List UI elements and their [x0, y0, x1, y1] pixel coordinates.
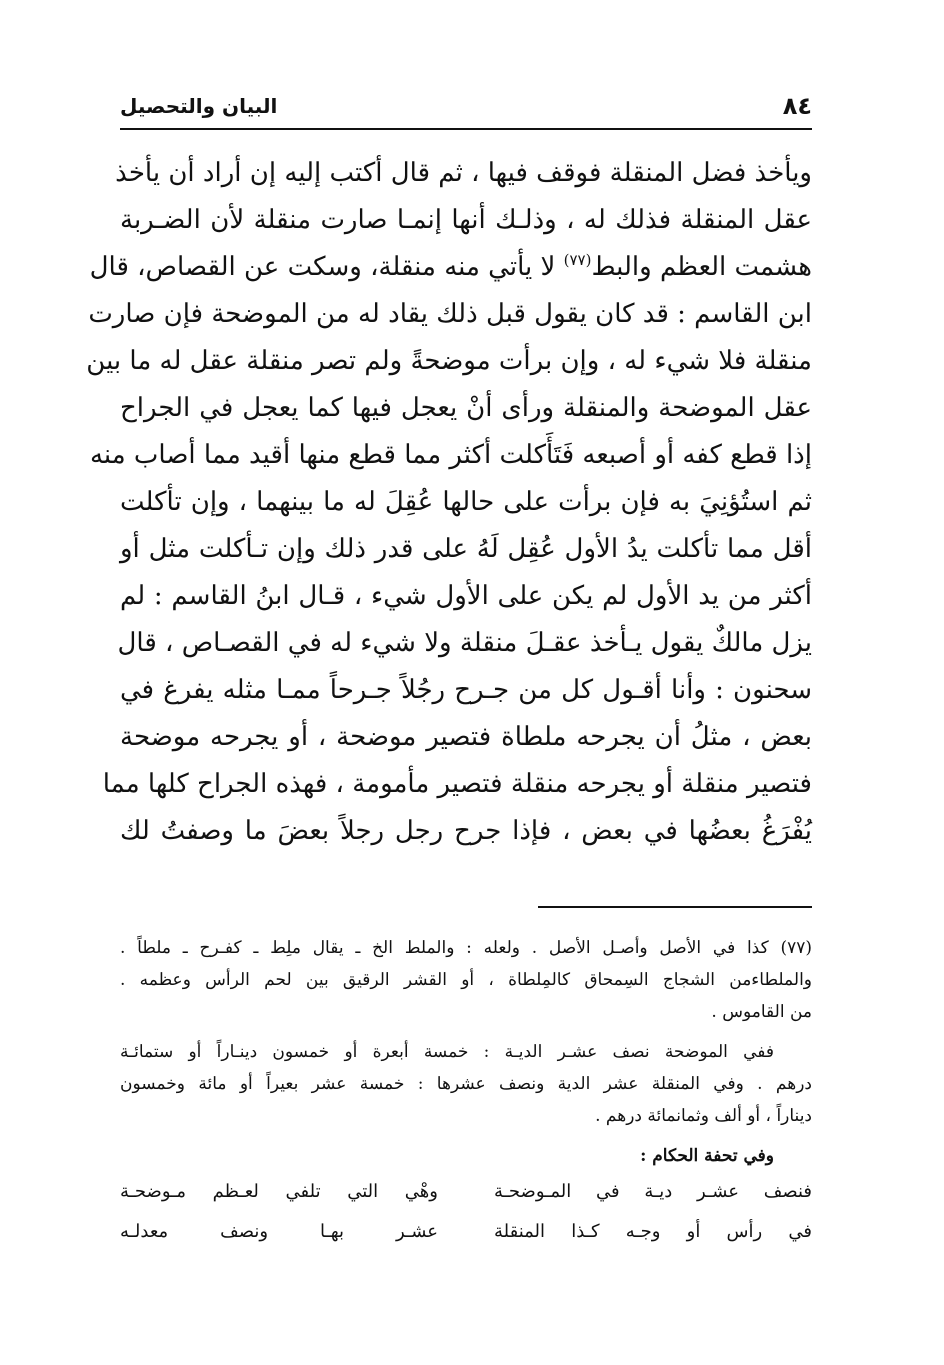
- page-header: [120, 88, 812, 130]
- poem-hemistich-right: في رأس أو وجـه كـذا المنقلة: [494, 1221, 812, 1242]
- footnote-line: والملطاءمن الشجاج السِمحاق كالمِلطاة ، أو القشر الرقيق بين لحم الرأس وعظمه .: [120, 970, 812, 990]
- body-line: عقل الموضحة والمنقلة ورأى أنْ يعجل فيها كما يعجل في الجراح: [120, 393, 812, 423]
- footnote-divider: [538, 906, 812, 908]
- footnote-line: من القاموس .: [711, 1002, 812, 1022]
- page-number: ٨٤: [782, 92, 812, 120]
- body-line: ويأخذ فضل المنقلة فوقف فيها ، ثم قال أكتب إليه إن أراد أن يأخذ: [115, 158, 812, 188]
- footnote-subheading: وفي تحفة الحكام :: [640, 1146, 774, 1166]
- body-line-with-note: [89, 244, 812, 291]
- footnote-line: ففي الموضحة نصف عشـر الديـة : خمسة أبعرة أو خمسون دينـاراً أو ستمائـة: [120, 1042, 774, 1062]
- poem-hemistich-right: فنصف عشـر ديـة في المـوضحـة: [494, 1181, 812, 1202]
- body-line: ابن القاسم : قد كان يقول قبل ذلك يقاد له من الموضحة فإن صارت: [88, 299, 812, 329]
- body-line-start: هشمت العظم والبط: [591, 252, 812, 282]
- body-line: منقلة فلا شيء له ، وإن برأت موضحةً ولم تصر منقلة عقل له ما بين: [86, 346, 812, 376]
- body-line: سحنون : وأنا أقـول كل من جـرح رجُلاً جـرحاً ممـا مثله يفرغ في: [120, 675, 812, 705]
- footnote-ref-77: (٧٧): [563, 251, 592, 269]
- poem-hemistich-left: وهْي التي تلفي لعـظم مـوضحـة: [120, 1181, 438, 1202]
- body-line: إذا قطع كفه أو أصبعه فَتَأَكلت أكثر مما قطع منها أقيد مما أصاب منه: [89, 440, 812, 470]
- footnote-line: (٧٧) كذا في الأصل وأصـل الأصل . ولعله : والملط الخ ـ يقال ملِط ـ كفـرح ـ ملطاً .: [120, 938, 812, 958]
- body-line: بعض ، مثلُ أن يجرحه ملطاة فتصير موضحة ، أو يجرحه موضحة: [120, 722, 813, 752]
- footnotes: [120, 932, 812, 1252]
- main-text: [86, 150, 813, 855]
- body-line: عقل المنقلة فذلك له ، وذلـك أنها إنمـا صارت منقلة لأن الضـربة: [120, 205, 812, 235]
- footnote-line: ديناراً ، أو ألف وثمانمائة درهم .: [595, 1106, 812, 1126]
- body-line: فتصير منقلة أو يجرحه منقلة فتصير مأمومة ، فهذه الجراح كلها مما: [102, 769, 812, 799]
- body-line: يزل مالكٌ يقول يـأخذ عقـلَ منقلة ولا شيء له في القصـاص ، قال: [117, 628, 812, 658]
- footnote-line: درهم . وفي المنقلة عشر الدية ونصف عشرها : خمسة عشر بعيراً أو مائة وخمسون: [120, 1074, 812, 1094]
- poem-hemistich-left: عشـر بهـا ونصف معدلـه: [120, 1221, 438, 1242]
- body-line: أكثر من يد الأول لم يكن على الأول شيء ، قـال ابنُ القاسم : لم: [120, 581, 812, 611]
- body-line: يُفْرَغُ بعضُها في بعض ، فإذا جرح رجل رجلاً بعضَ ما وصفتُ لك: [120, 816, 812, 846]
- poem-verse: [120, 1212, 812, 1252]
- poem-verse: [120, 1172, 812, 1212]
- body-line: ثم استُؤنِيَ به فإن برأت على حالها عُقِلَ له ما بينهما ، وإن تأكلت: [120, 487, 812, 517]
- body-line-end: لا يأتي منه منقلة، وسكت عن القصاص، قال: [89, 252, 564, 282]
- body-line: أقل مما تأكلت يدُ الأول عُقِل لَهُ على قدر ذلك وإن تـأكلت مثل أو: [120, 534, 812, 564]
- running-title: البيان والتحصيل: [120, 94, 278, 118]
